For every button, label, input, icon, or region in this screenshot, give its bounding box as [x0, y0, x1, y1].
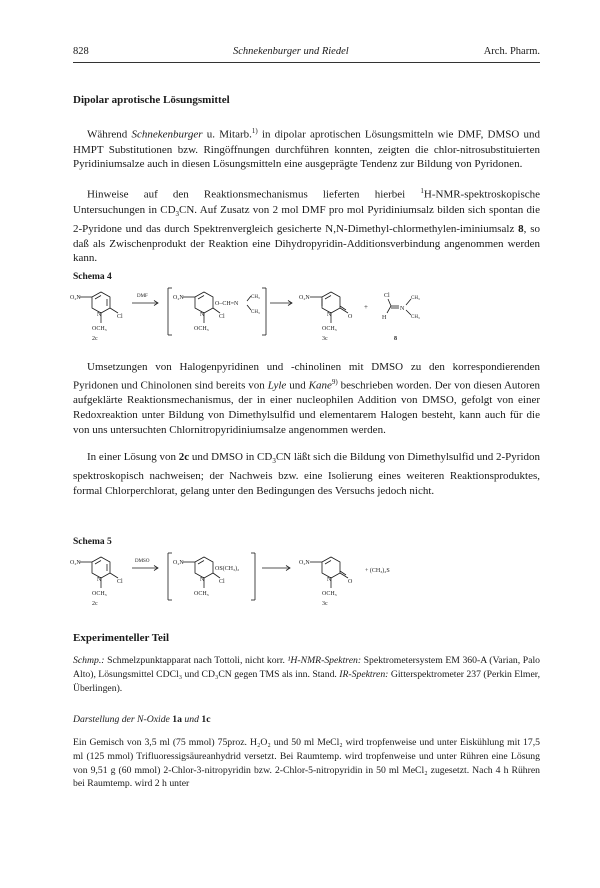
paragraph-3: Umsetzungen von Halogenpyridinen und -chinolinen mit DMSO zu den korrespondierenden Pyridonen und Chinolonen sind bereits von Lyle und Kane$^{9)}$ beschrieben worden. Der von diesen Autoren aufgeklärte Reaktionsmechanismus, der in einer nucleophilen Addition von DMSO, gefolgt von einer Redoxreaktion unter Bildung von Dimethylsulfid und elementarem Halogen besteht, kann auch für die von uns untersuchten Chlornitropyridiniumsalze angenommen werden. [73, 361, 540, 437]
section-heading: Dipolar aprotische Lösungsmittel [73, 94, 230, 106]
subsection-heading: Darstellung der N-Oxide 1a und 1c [73, 714, 211, 725]
reaction-arrow-dmf [132, 294, 158, 306]
methoxy-label: OCH₃ [92, 326, 107, 332]
nitro-label: O₂N [173, 295, 184, 301]
plus-sign: + [364, 303, 368, 311]
page-number: 828 [73, 46, 89, 57]
sulfonium-group: OS(CH₃)₂ [215, 566, 240, 572]
intermediate-dmso-adduct [168, 553, 255, 600]
intermediate-dihydropyridine [168, 288, 266, 335]
pyridinium-n: N [97, 577, 102, 583]
compound-2c-label: 2c [92, 601, 98, 607]
ring-n: N [327, 577, 332, 583]
paragraph-2: Hinweise auf den Reaktionsmechanismus lieferten hierbei $^1$H-NMR-spektroskopische Untersuchungen in $CD_3CN$. Auf Zusatz von 2 mol DMF pro mol Pyridiniumsalz bilden sich spontan die 2-Pyridone und das durch Spektrenvergleich gesicherte N,N-Dimethyl-chlormethylen-iminiumsalz 8, so daß als Zwischenprodukt der Reaktion eine Dihydropyridin-Additionsverbindung angenommen werden kann. [73, 187, 540, 265]
reaction-arrow [270, 301, 292, 306]
reaction-arrow-dmso [132, 559, 158, 571]
methyl-label: CH₃ [411, 296, 420, 301]
compound-3c [299, 557, 353, 607]
nitro-label: O₂N [70, 295, 81, 301]
chloro-label: Cl [117, 579, 123, 585]
oxo-label: O [348, 314, 353, 320]
compound-2c [70, 292, 123, 342]
reaction-arrow [262, 566, 290, 571]
pyridinium-n: N [97, 312, 102, 318]
methyl-label: CH₃ [411, 315, 420, 320]
compound-8-label: 8 [394, 336, 397, 342]
reagent-dmso: DMSO [135, 559, 150, 564]
compound-8 [382, 293, 420, 342]
schema-4-diagram [70, 285, 480, 343]
methoxy-label: OCH₃ [92, 591, 107, 597]
nitro-label: O₂N [299, 295, 310, 301]
experimental-methods: Schmp.: Schmelzpunktapparat nach Tottoli, nicht korr. ¹H-NMR-Spektren: Spektrometersystem EM 360-A (Varian, Palo Alto), Lösungsmittel CDCl₃ und CD₃CN gegen TMS als inn. Stand. IR-Spektren: Gitterspektrometer 237 (Perkin Elmer, Überlingen). [73, 655, 541, 694]
running-head-authors: Schnekenburger und Riedel [233, 46, 349, 57]
compound-3c-label: 3c [322, 601, 328, 607]
paragraph-4: In einer Lösung von 2c und DMSO in $CD_3CN$ läßt sich die Bildung von Dimethylsulfid und 2-Pyridon spektroskopisch nachweisen; der Nachweis bzw. eine Isolierung eines weiteren Reaktionsproduktes, formal Chlorperchlorat, gelang unter den Bedingungen des Versuchs jedoch nicht. [73, 451, 540, 497]
oxo-label: O [348, 579, 353, 585]
schema-5-label: Schema 5 [73, 537, 112, 547]
experimental-procedure: Ein Gemisch von 3,5 ml (75 mmol) 75proz. H₂O₂ und 50 ml MeCl₂ wird tropfenweise und unter Eiskühlung mit 17,5 ml (125 mmol) Trifluoressigsäureanhydrid versetzt. Bei Raumtemp. wird tropfenweise und unter Rühren eine Lösung von 9,51 g (60 mmol) 2-Chlor-3-nitropyridin bzw. 2-Chlor-5-nitropyridin in 50 ml MeCl₂ zugesetzt. Nach 4 h Rühren bei Raumtemp. wird 2 h unter [73, 737, 540, 790]
schema-5-diagram [70, 550, 480, 610]
methoxy-label: OCH₃ [322, 326, 337, 332]
chloro-label: Cl [117, 314, 123, 320]
chloro-label: Cl [219, 314, 225, 320]
paragraph-1: Während Schnekenburger u. Mitarb.$^{1)}$ in dipolar aprotischen Lösungsmitteln wie DMF, DMSO und HMPT Substitutionen bzw. Ringöffnungen durchführen konnten, zeigten die chlor-nitrosubstituierten Pyridiniumsalze auch in diesen Lösungsmitteln eine ausgeprägte Tendenz zur Bildung von Pyridonen. [73, 127, 540, 171]
compound-2c-label: 2c [92, 336, 98, 342]
methoxy-label: OCH₃ [194, 591, 209, 597]
experimental-heading: Experimenteller Teil [73, 632, 170, 644]
nitro-label: O₂N [173, 560, 184, 566]
running-head [73, 46, 540, 62]
nitro-label: O₂N [70, 560, 81, 566]
methoxy-label: OCH₃ [322, 591, 337, 597]
iminium-n: N [400, 306, 405, 312]
hydrogen-label: H [382, 315, 387, 321]
dimethylsulfide-product: + (CH₃)₂S [365, 568, 390, 574]
ring-n: N [200, 577, 205, 583]
schema-4-label: Schema 4 [73, 272, 112, 282]
compound-3c-label: 3c [322, 336, 328, 342]
running-head-journal: Arch. Pharm. [483, 46, 540, 57]
methyl-label: CH₃ [251, 310, 260, 315]
header-rule [73, 62, 540, 63]
ring-n: N [327, 312, 332, 318]
nitro-label: O₂N [299, 560, 310, 566]
compound-2c [70, 557, 123, 607]
methyl-label: CH₃ [251, 295, 260, 300]
compound-3c [299, 292, 353, 342]
ring-n: N [200, 312, 205, 318]
formamidine-group: O–CH=N [215, 301, 239, 307]
methoxy-label: OCH₃ [194, 326, 209, 332]
chloro-label: Cl [384, 293, 390, 299]
reagent-dmf: DMF [137, 294, 148, 299]
chloro-label: Cl [219, 579, 225, 585]
